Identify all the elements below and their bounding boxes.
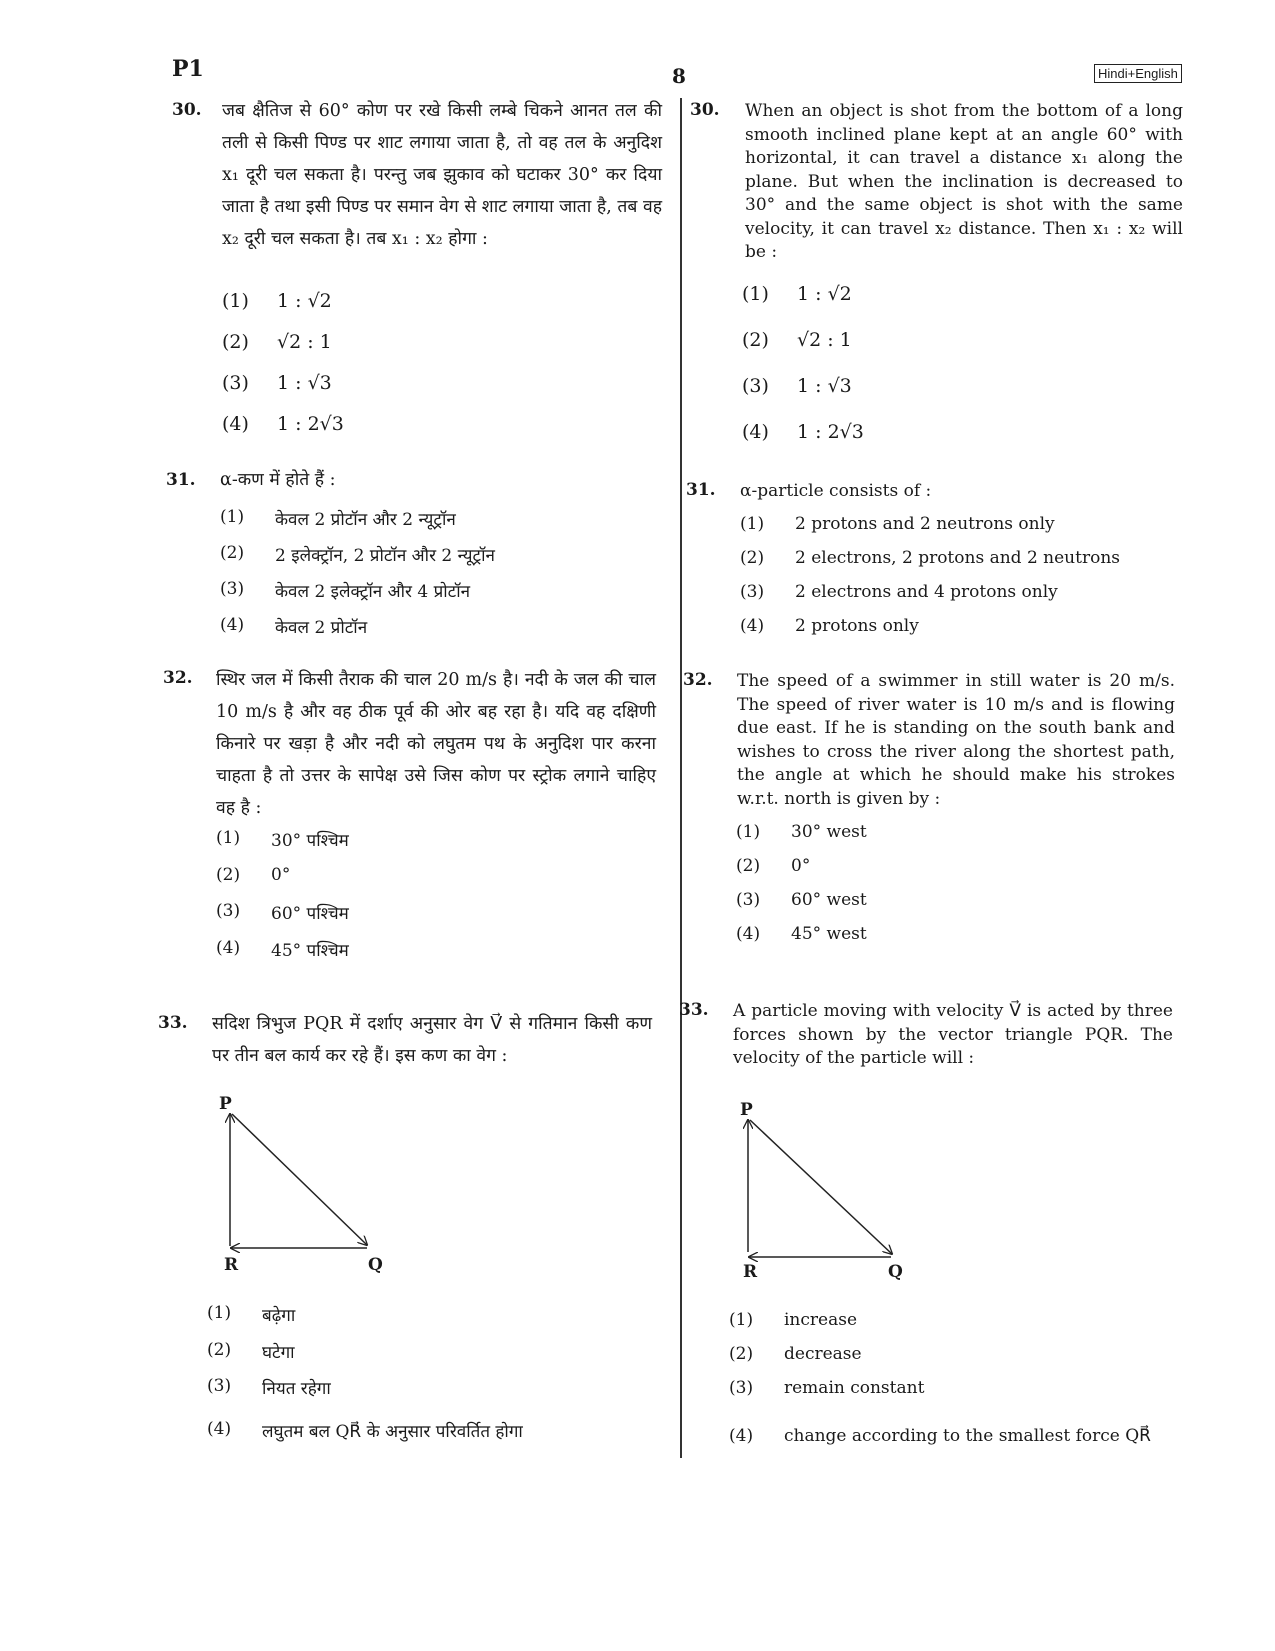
hi-q31-option-2[interactable]: (2) 2 इलेक्ट्रॉन, 2 प्रोटॉन और 2 न्यूट्रॉन [220,543,495,566]
en-vector-pq [750,1120,892,1254]
en-q30-option-2[interactable]: (2) √2 : 1 [742,329,852,351]
hi-q30-option-3[interactable]: (3) 1 : √3 [222,372,332,394]
en-q30-number: 30. [690,100,720,120]
en-q31-option-4[interactable]: (4) 2 protons only [740,616,919,636]
en-q33-text: A particle moving with velocity V⃗ is acted by three forces shown by the vector triangle PQR. The velocity of the particle will : [733,1001,1173,1068]
en-q33-number: 33. [679,1000,709,1020]
en-q32-text: The speed of a swimmer in still water is 20 m/s. The speed of river water is 10 m/s and is flowing due east. If he is standing on the south bank and wishes to cross the river along the shortest path, the angle at which he should make his strokes w.r.t. north is given by : [737,671,1175,809]
en-q32-options [736,822,1174,958]
en-q32-option-1[interactable]: (1) 30° west [736,822,867,842]
en-q33-vector-triangle [728,1094,928,1294]
hi-q33-option-3[interactable]: (3) नियत रहेगा [207,1376,331,1399]
en-q32-option-2[interactable]: (2) 0° [736,856,811,876]
hi-q31-number: 31. [166,470,196,490]
hi-q30-option-1[interactable]: (1) 1 : √2 [222,290,332,312]
hi-q32-text: स्थिर जल में किसी तैराक की चाल 20 m/s है। नदी के जल की चाल 10 m/s है और वह ठीक पूर्व की ओर बह रहा है। यदि वह दक्षिणी किनारे पर खड़ा है और नदी को लघुतम पथ के अनुदिश पार करना चाहता है तो उत्तर के सापेक्ष उसे जिस कोण पर स्ट्रोक लगाने चाहिए वह है : [216,670,656,818]
hi-label-q: Q [368,1255,383,1275]
hi-q31-text: α-कण में होते हैं : [220,470,336,490]
hi-q31-options [220,507,660,651]
hi-q32-option-2[interactable]: (2) 0° [216,864,291,885]
hi-q32-number: 32. [163,668,193,688]
hi-q33-number: 33. [158,1013,188,1033]
hi-q31-option-4[interactable]: (4) केवल 2 प्रोटॉन [220,615,368,638]
hi-q33-options [207,1303,657,1455]
en-q31-option-3[interactable]: (3) 2 electrons and 4 protons only [740,582,1058,602]
hi-label-r: R [224,1255,239,1275]
page-number: 8 [672,64,686,88]
language-tag: Hindi+English [1094,64,1182,83]
en-q31-number: 31. [686,480,716,500]
hi-q33-option-2[interactable]: (2) घटेगा [207,1339,295,1363]
en-label-q: Q [888,1262,903,1282]
hi-q30-option-4[interactable]: (4) 1 : 2√3 [222,413,344,435]
hi-q30-text: जब क्षैतिज से 60° कोण पर रखे किसी लम्बे चिकने आनत तल की तली से किसी पिण्ड पर शाट लगाया जाता है, तो वह तल के अनुदिश x₁ दूरी चल सकता है। परन्तु जब झुकाव को घटाकर 30° कर दिया जाता है तथा इसी पिण्ड पर समान वेग से शाट लगाया जाता है, तब वह x₂ दूरी चल सकता है। तब x₁ : x₂ होगा : [222,101,662,249]
hi-q30-options [222,290,642,454]
en-q31-text: α-particle consists of : [740,481,932,501]
en-q31-options [740,514,1178,650]
hi-q33-option-1[interactable]: (1) बढ़ेगा [207,1303,296,1326]
en-q31-option-1[interactable]: (1) 2 protons and 2 neutrons only [740,514,1055,534]
en-q33-option-2[interactable]: (2) decrease [729,1344,862,1364]
en-label-r: R [743,1262,758,1282]
en-q33-options [729,1310,1174,1460]
hi-q30-number: 30. [172,100,202,120]
hi-q31-option-1[interactable]: (1) केवल 2 प्रोटॉन और 2 न्यूट्रॉन [220,507,456,530]
en-q30-text: When an object is shot from the bottom of a long smooth inclined plane kept at an angle 60° with horizontal, it can travel a distance x₁ along the plane. But when the inclination is decreased to 30° and the same object is shot with the same velocity, it can travel x₂ distance. Then x₁ : x₂ will be : [745,101,1183,262]
en-q30-option-4[interactable]: (4) 1 : 2√3 [742,421,864,443]
en-q32-option-4[interactable]: (4) 45° west [736,924,867,944]
hi-q32-option-3[interactable]: (3) 60° पश्चिम [216,901,349,924]
en-label-p: P [740,1100,753,1120]
hi-q32-option-4[interactable]: (4) 45° पश्चिम [216,937,349,961]
en-q32-option-3[interactable]: (3) 60° west [736,890,867,910]
hi-q32-options [216,828,656,974]
en-q32-number: 32. [683,670,713,690]
hi-label-p: P [219,1094,232,1114]
en-q33-option-3[interactable]: (3) remain constant [729,1378,925,1398]
hi-q33-vector-triangle [210,1088,410,1288]
paper-code: P1 [172,56,204,82]
en-q30-option-3[interactable]: (3) 1 : √3 [742,375,852,397]
en-q30-options [742,283,1162,467]
hi-q33-text: सदिश त्रिभुज PQR में दर्शाए अनुसार वेग V⃗ से गतिमान किसी कण पर तीन बल कार्य कर रहे हैं। इस कण का वेग : [212,1014,652,1066]
en-q33-option-4[interactable]: (4) change according to the smallest force QR⃗ [729,1426,1151,1446]
hi-q32-option-1[interactable]: (1) 30° पश्चिम [216,828,349,851]
hi-q33-option-4[interactable]: (4) लघुतम बल QR⃗ के अनुसार परिवर्तित होगा [207,1419,523,1442]
hi-q30-option-2[interactable]: (2) √2 : 1 [222,331,332,353]
column-divider [680,98,682,1458]
en-q31-option-2[interactable]: (2) 2 electrons, 2 protons and 2 neutrons [740,548,1120,568]
en-q33-option-1[interactable]: (1) increase [729,1310,858,1330]
hi-vector-pq [232,1114,367,1245]
en-q30-option-1[interactable]: (1) 1 : √2 [742,283,852,305]
hi-q31-option-3[interactable]: (3) केवल 2 इलेक्ट्रॉन और 4 प्रोटॉन [220,579,471,602]
